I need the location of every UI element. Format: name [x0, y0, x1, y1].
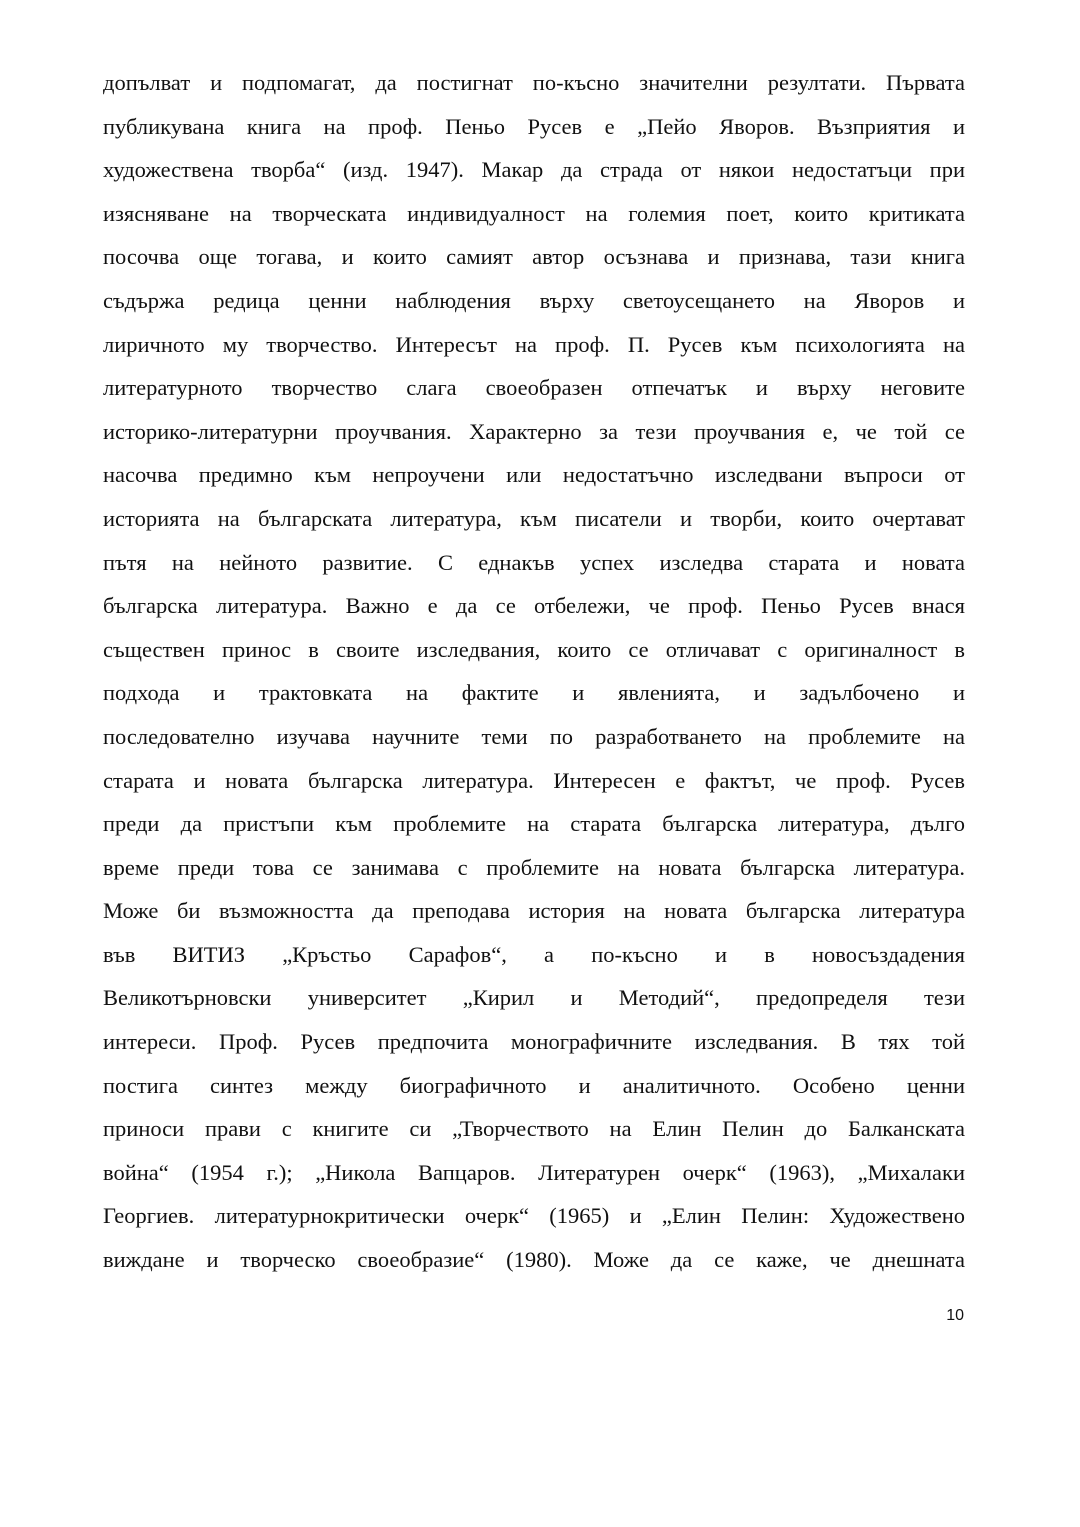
text-line: насочва предимно към непроучени или недостатъчно изследвани въпроси от — [103, 462, 965, 488]
text-line: Великотърновски университет „Кирил и Методий“, предопределя тези — [103, 985, 965, 1011]
text-line: старата и новата българска литература. Интересен е фактът, че проф. Русев — [103, 767, 965, 793]
text-line: литературното творчество слага своеобразен отпечатък и върху неговите — [103, 375, 965, 401]
text-line: художествена творба“ (изд. 1947). Макар да страда от някои недостатъци при — [103, 157, 965, 183]
text-line: историята на българската литература, към писатели и творби, които очертават — [103, 505, 965, 531]
text-line: война“ (1954 г.); „Никола Вапцаров. Литературен очерк“ (1963), „Михалаки — [103, 1159, 965, 1185]
text-line: подхода и трактовката на фактите и явленията, и задълбочено и — [103, 680, 965, 706]
text-line: пътя на нейното развитие. С еднакъв успех изследва старата и новата — [103, 549, 965, 575]
text-line: историко-литературни проучвания. Характерно за тези проучвания е, че той се — [103, 418, 965, 444]
text-line: посочва още тогава, и които самият автор осъзнава и признава, тази книга — [103, 244, 965, 270]
text-line: публикувана книга на проф. Пеньо Русев е „Пейо Яворов. Възприятия и — [103, 113, 965, 139]
text-line: преди да пристъпи към проблемите на старата българска литература, дълго — [103, 811, 965, 837]
text-line: Може би възможността да преподава история на новата българска литература — [103, 898, 965, 924]
text-line: приноси прави с книгите си „Творчеството на Елин Пелин до Балканската — [103, 1116, 965, 1142]
page-number: 10 — [946, 1307, 964, 1324]
text-line: българска литература. Важно е да се отбележи, че проф. Пеньо Русев внася — [103, 593, 965, 619]
text-line: време преди това се занимава с проблемите на новата българска литература. — [103, 854, 965, 880]
text-line: виждане и творческо своеобразие“ (1980). Може да се каже, че днешната — [103, 1247, 965, 1273]
text-line: последователно изучава научните теми по разработването на проблемите на — [103, 723, 965, 749]
body-text — [103, 61, 965, 1282]
text-line: допълват и подпомагат, да постигнат по-късно значителни резултати. Първата — [103, 70, 965, 95]
text-line: във ВИТИЗ „Кръстьо Сарафов“, а по-късно и в новосъздадения — [103, 941, 965, 967]
text-line: съществен принос в своите изследвания, които се отличават с оригиналност в — [103, 636, 965, 662]
text-line: Георгиев. литературнокритически очерк“ (1965) и „Елин Пелин: Художествено — [103, 1203, 965, 1229]
text-line: лиричното му творчество. Интересът на проф. П. Русев към психологията на — [103, 331, 965, 357]
text-line: постига синтез между биографичното и аналитичното. Особено ценни — [103, 1072, 965, 1098]
text-line: съдържа редица ценни наблюдения върху светоусещането на Яворов и — [103, 287, 965, 313]
text-line: изясняване на творческата индивидуалност на големия поет, които критиката — [103, 200, 965, 226]
text-line: интереси. Проф. Русев предпочита монографичните изследвания. В тях той — [103, 1029, 965, 1055]
